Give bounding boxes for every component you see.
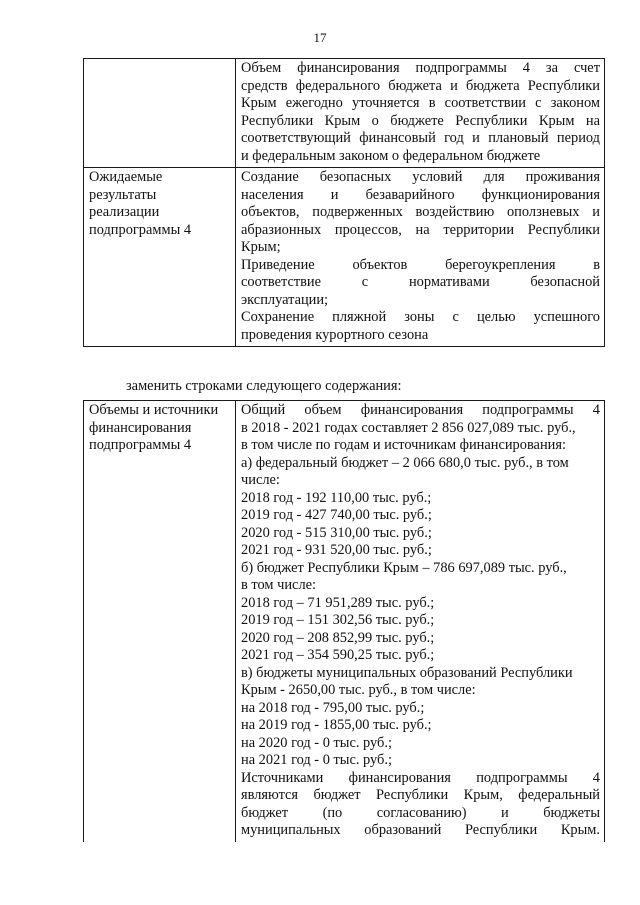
caption-line: подпрограммы 4: [89, 437, 192, 453]
text-line: 2019 год – 151 302,56 тыс. руб.;: [241, 612, 435, 628]
caption-line: реализации: [89, 204, 160, 220]
text-line: проведения курортного сезона: [241, 326, 429, 343]
text-line: соответствие с нормативами безопасной: [241, 274, 600, 290]
text-line: а) федеральный бюджет – 2 066 680,0 тыс. руб., в том: [241, 454, 569, 471]
caption-line: Объемы и источники: [89, 402, 219, 418]
financing-note-cell: [236, 59, 605, 168]
text-line: в том числе:: [241, 577, 317, 593]
text-line: муниципальных образований Республики Крым.: [241, 822, 600, 838]
text-line: Приведение объектов берегоукрепления в: [241, 256, 600, 273]
replacement-intro: заменить строками следующего содержания:: [126, 378, 402, 394]
caption-line: финансирования: [89, 419, 192, 436]
caption-line: Ожидаемые: [89, 169, 163, 185]
text-line: средств федерального бюджета и бюджета Республики: [241, 77, 600, 94]
text-line: Создание безопасных условий для проживания: [241, 169, 600, 185]
text-line: Крым - 2650,00 тыс. руб., в том числе:: [241, 682, 476, 698]
text-line: 2018 год - 192 110,00 тыс. руб.;: [241, 489, 432, 506]
caption-line: подпрограммы 4: [89, 221, 192, 238]
text-line: Источниками финансирования подпрограммы 4: [241, 769, 600, 786]
text-line: эксплуатации;: [241, 291, 329, 308]
table-row: [84, 401, 605, 842]
row-caption-cell: [84, 59, 236, 168]
text-line: в 2018 - 2021 годах составляет 2 856 027,089 тыс. руб.,: [241, 419, 576, 436]
text-line: Крым ежегодно уточняется в соответствии с законом: [241, 95, 600, 111]
text-line: 2019 год - 427 740,00 тыс. руб.;: [241, 507, 432, 523]
volumes-sources-text: [236, 401, 605, 842]
volumes-sources-caption: [84, 401, 236, 842]
text-line: 2020 год - 515 310,00 тыс. руб.;: [241, 524, 432, 541]
text-line: и федеральным законом о федеральном бюджете: [241, 147, 541, 164]
text-line: Сохранение пляжной зоны с целью успешного: [241, 309, 600, 325]
caption-line: результаты: [89, 186, 157, 203]
text-line: являются бюджет Республики Крым, федеральный: [241, 787, 600, 803]
text-line: соответствующий финансовый год и плановый период: [241, 130, 600, 146]
text-line: населения и безаварийного функционирования: [241, 186, 600, 203]
text-line: числе:: [241, 472, 280, 488]
text-line: на 2018 год - 795,00 тыс. руб.;: [241, 699, 425, 716]
text-line: Общий объем финансирования подпрограммы 4: [241, 402, 600, 418]
text-line: в том числе по годам и источникам финансирования:: [241, 437, 566, 453]
text-line: в) бюджеты муниципальных образований Республики: [241, 664, 573, 681]
text-line: Крым;: [241, 239, 281, 255]
text-line: объектов, подверженных воздействию оползневых и: [241, 204, 600, 220]
expected-results-caption: [84, 168, 236, 347]
passport-table-old-rows: [83, 58, 605, 347]
expected-results-text: [236, 168, 605, 347]
text-line: абразионных процессов, на территории Республики: [241, 221, 600, 238]
text-line: 2018 год – 71 951,289 тыс. руб.;: [241, 594, 435, 611]
text-line: 2021 год – 354 590,25 тыс. руб.;: [241, 647, 435, 663]
text-line: на 2021 год - 0 тыс. руб.;: [241, 752, 392, 768]
text-line: бюджет (по согласованию) и бюджеты: [241, 804, 600, 821]
table-row: [84, 168, 605, 347]
text-line: Республики Крым о бюджете Республики Крым на: [241, 112, 600, 129]
page-number: 17: [313, 30, 327, 45]
passport-table-new-rows: [83, 400, 605, 842]
text-line: б) бюджет Республики Крым – 786 697,089 тыс. руб.,: [241, 559, 567, 576]
table-row: [84, 59, 605, 168]
text-line: 2021 год - 931 520,00 тыс. руб.;: [241, 542, 432, 558]
text-line: на 2020 год - 0 тыс. руб.;: [241, 734, 392, 751]
text-line: 2020 год – 208 852,99 тыс. руб.;: [241, 629, 435, 646]
text-line: Объем финансирования подпрограммы 4 за счет: [241, 60, 600, 76]
text-line: на 2019 год - 1855,00 тыс. руб.;: [241, 717, 432, 733]
